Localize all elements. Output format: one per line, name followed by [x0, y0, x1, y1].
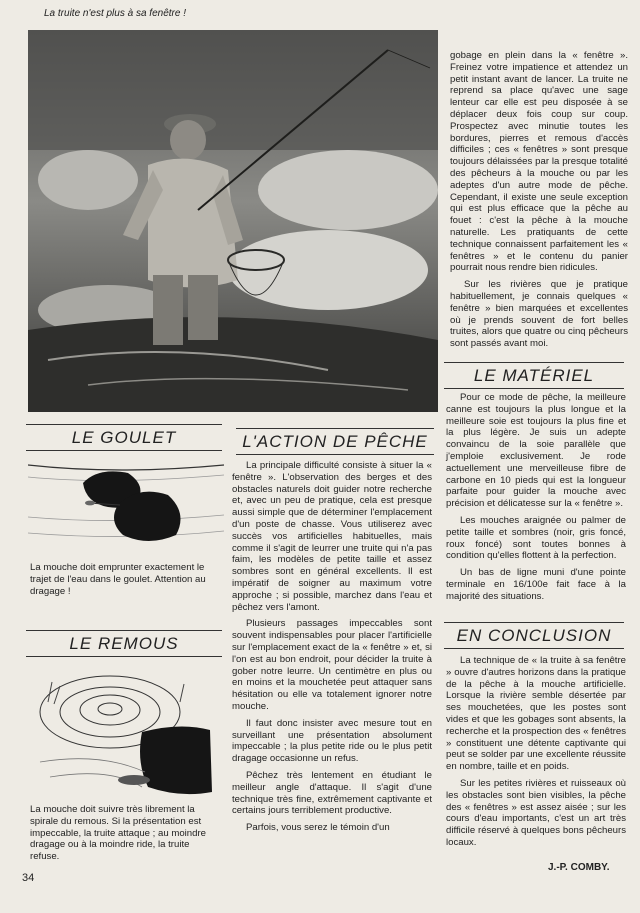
section-title-conclusion: EN CONCLUSION [444, 622, 624, 649]
paragraph: Un bas de ligne muni d'une pointe terminale en 16/100e fait face à la majorité des situations. [446, 567, 626, 602]
paragraph: La principale difficulté consiste à situer la « fenêtre ». L'observation des berges et des obstacles naturels doit guider notre recherche et, avec un peu de pratique, cela est presque aussi simple que de déterminer l'emplacement d'un poste de chasse. Vous utiliserez avec succès vos artificielles habituelles, mais comme il s'agit de leurrer une truite qui n'a pas faim, les modèles de petite taille et assez sombres sont en général excellents. Il est impératif de soigner au maximum votre approche ; si possible, marchez dans l'eau et pêchez vers l'amont. [232, 460, 432, 613]
conclusion-text [446, 655, 626, 854]
action-text [232, 460, 432, 839]
paragraph: Il faut donc insister avec mesure tout en surveillant une présentation absolument impeccable ; la plus petite ride ou le plus petit dragage occasionne un refus. [232, 717, 432, 765]
page-number: 34 [22, 872, 35, 884]
paragraph: Parfois, vous serez le témoin d'un [246, 822, 390, 834]
paragraph: Plusieurs passages impeccables sont souvent indispensables pour placer l'artificielle sur l'emplacement exact de la « fenêtre » et, si l'on est au bon endroit, pour décider la truite à gober notre leurre. Un centimètre en plus ou en moins et la mouchetée peut attaquer sans hésitation ou elle va totalement ignorer notre mouche. [232, 618, 432, 712]
section-title-goulet: LE GOULET [26, 424, 222, 451]
goulet-illustration [28, 455, 224, 555]
section-title-remous: LE REMOUS [26, 630, 222, 657]
right-column-intro [450, 50, 628, 355]
goulet-caption: La mouche doit emprunter exactement le trajet de l'eau dans le goulet. Attention au dragage ! [30, 562, 206, 597]
remous-caption: La mouche doit suivre très librement la spirale du remous. Si la présentation est impeccable, la truite attaque ; au moindre dragage ou à la moindre ride, la truite refuse. [30, 804, 206, 863]
materiel-text [446, 392, 626, 608]
remous-illustration [30, 662, 220, 802]
angler-photo [28, 30, 438, 412]
section-title-materiel: LE MATÉRIEL [444, 362, 624, 389]
paragraph: Pêchez très lentement en étudiant le meilleur angle d'attaque. Il s'agit d'une technique très fine, extrêmement captivante et certains jours terriblement productive. [232, 769, 432, 817]
running-header: La truite n'est plus à sa fenêtre ! [44, 8, 186, 19]
paragraph: gobage en plein dans la « fenêtre ». Freinez votre impatience et attendez un petit instant avant de lancer. La truite ne reprend sa place qu'avec une sage lenteur car elle est peu disposée à se déplacer deux fois coup sur coup. Prospectez avec minutie toutes les bordures, pierres et remous d'accès difficiles ; ces « fenêtres » sont presque toujours délaissées par la presque totalité des pêcheurs à la mouche ou par les adeptes d'un autre mode de pêche. Cependant, il existe une seule exception qui est plus efficace que la pêche au fouet : c'est la pêche à la mouche naturelle. Les pratiquants de cette technique connaissent parfaitement les « fenêtres » et le contenu du panier pourrait nous rendre bien ridicules. [450, 50, 628, 274]
paragraph: Pour ce mode de pêche, la meilleure canne est toujours la plus longue et la meilleure soie est toujours la plus fine et la plus légère. Je suis un adepte convaincu de la soie parallèle que j'emploie exclusivement. Je rode actuellement une merveilleuse fibre de carbone en 10 pieds qui est la longueur parfaite pour guider la mouche avec précision et délicatesse sur la « fenêtre ». [446, 392, 626, 510]
paragraph: Sur les rivières que je pratique habituellement, je connais quelques « fenêtre » bien marquées et excellentes où je prends souvent de fort belles truites, alors que quatre ou cinq pêcheurs sont passés avant moi. [450, 279, 628, 350]
paragraph: La technique de « la truite à sa fenêtre » ouvre d'autres horizons dans la pratique de la pêche à la mouche artificielle. Lorsque la rivière semble désertée par ses mouchetées, que les postes sont vides et que les gobages sont absents, la recherche et la prospection des « fenêtres » constituent une détente captivante qui peut se solder par une excellente réussite en nombre, taille et en poids. [446, 655, 626, 773]
paragraph: Les mouches araignée ou palmer de petite taille et sombres (noir, gris foncé, roux foncé) sont toutes bonnes à condition qu'elles flottent à la perfection. [446, 514, 626, 562]
paragraph: Sur les petites rivières et ruisseaux où les obstacles sont bien visibles, la pêche des « fenêtres » est assez aisée ; sur les cours d'eau importants, c'est un art très difficile réservé à quelques bons pêcheurs locaux. [446, 777, 626, 848]
author-signature: J.-P. COMBY. [548, 862, 610, 873]
section-title-action: L'ACTION DE PÊCHE [236, 428, 434, 455]
